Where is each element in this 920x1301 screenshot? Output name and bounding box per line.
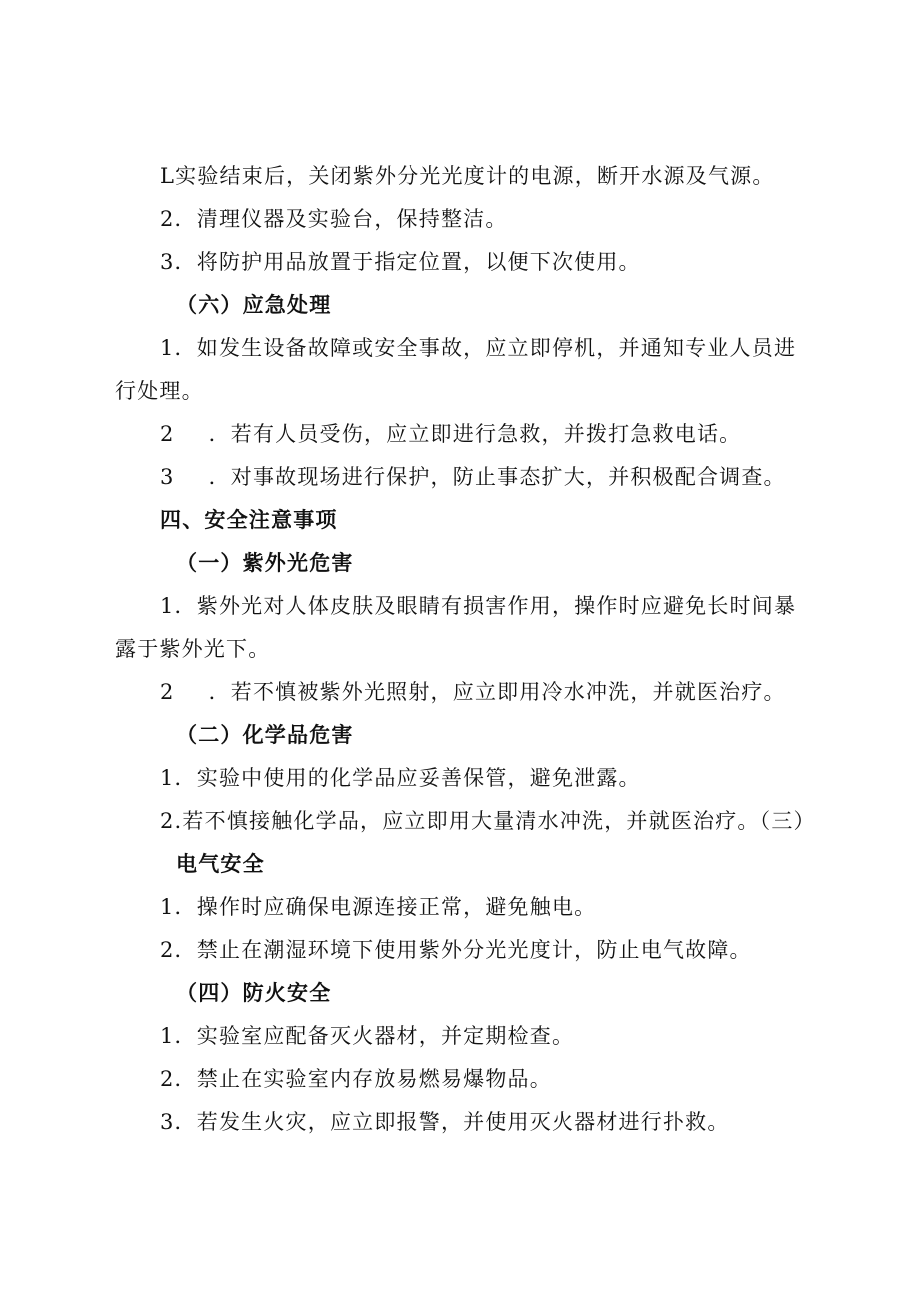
paragraph-line: 3．将防护用品放置于指定位置，以便下次使用。 xyxy=(160,250,641,274)
section-heading: 电气安全 xyxy=(176,851,265,876)
item-number: 2 xyxy=(160,680,175,704)
paragraph-line xyxy=(160,464,786,490)
paragraph-line xyxy=(160,679,786,705)
paragraph-line: L实验结束后，关闭紫外分光光度计的电源，断开水源及气源。 xyxy=(160,164,775,188)
paragraph-line: 2．禁止在潮湿环境下使用紫外分光光度计，防止电气故障。 xyxy=(160,938,752,962)
item-text: ．对事故现场进行保护，防止事态扩大，并积极配合调查。 xyxy=(208,465,786,489)
paragraph-line: 行处理。 xyxy=(115,379,204,403)
paragraph-line: 2.若不慎接触化学品，应立即用大量清水冲洗，并就医治疗。（三） xyxy=(160,809,816,833)
section-heading: （四）防火安全 xyxy=(176,980,332,1005)
paragraph-line xyxy=(160,421,741,447)
paragraph-line: 2．清理仪器及实验台，保持整洁。 xyxy=(160,207,508,231)
paragraph-line: 1．紫外光对人体皮肤及眼睛有损害作用，操作时应避免长时间暴 xyxy=(160,594,797,618)
item-number: 2 xyxy=(160,422,175,446)
paragraph-line: 3．若发生火灾，应立即报警，并使用灭火器材进行扑救。 xyxy=(160,1110,730,1134)
paragraph-line: 2．禁止在实验室内存放易燃易爆物品。 xyxy=(160,1067,552,1091)
item-text: ．若有人员受伤，应立即进行急救，并拨打急救电话。 xyxy=(208,422,742,446)
paragraph-line: 1．操作时应确保电源连接正常，避免触电。 xyxy=(160,895,597,919)
section-heading: （一）紫外光危害 xyxy=(176,550,354,575)
section-heading: （六）应急处理 xyxy=(176,292,332,317)
chapter-heading: 四、安全注意事项 xyxy=(160,507,338,532)
item-text: ．若不慎被紫外光照射，应立即用冷水冲洗，并就医治疗。 xyxy=(208,680,786,704)
section-heading: （二）化学品危害 xyxy=(176,722,354,747)
paragraph-line: 露于紫外光下。 xyxy=(115,637,271,661)
paragraph-line: 1．实验室应配备灭火器材，并定期检查。 xyxy=(160,1024,575,1048)
paragraph-line: 1．如发生设备故障或安全事故，应立即停机，并通知专业人员进 xyxy=(160,336,797,360)
paragraph-line: 1．实验中使用的化学品应妥善保管，避免泄露。 xyxy=(160,766,641,790)
item-number: 3 xyxy=(160,465,175,489)
